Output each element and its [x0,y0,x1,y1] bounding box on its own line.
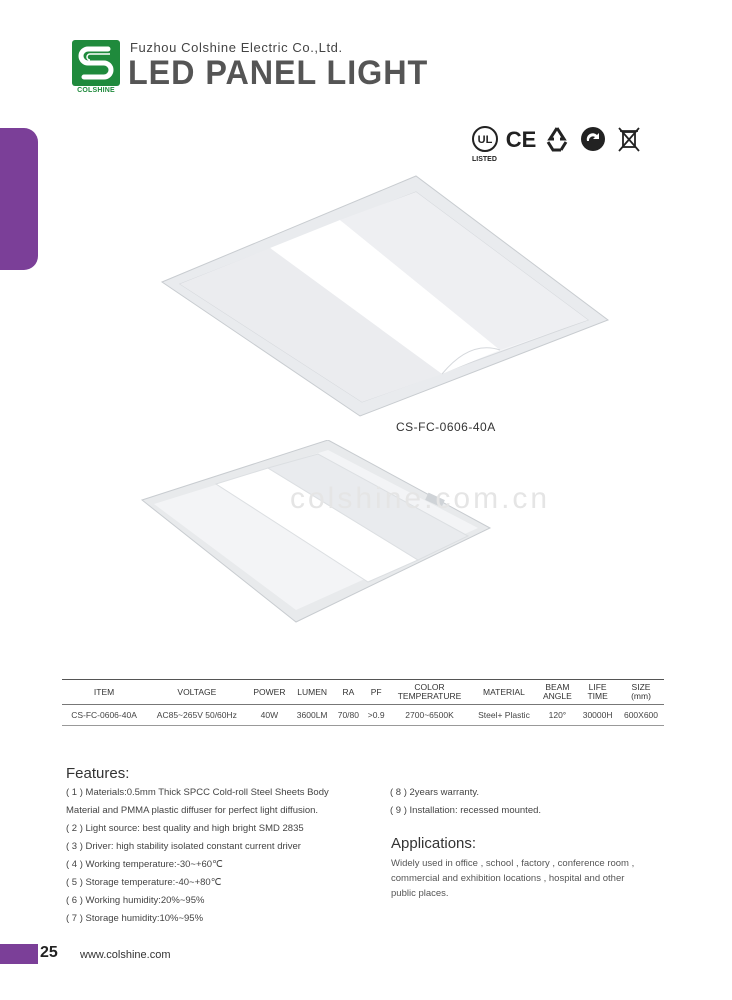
applications-title: Applications: [391,835,477,852]
website-link[interactable]: www.colshine.com [80,949,171,961]
spec-table-header [62,680,664,705]
feature-item: Material and PMMA plastic diffuser for perfect light diffusion. [66,805,319,816]
page-number: 25 [40,944,58,961]
side-tab-marker [0,128,38,270]
feature-item: ( 7 ) Storage humidity:10%~95% [66,913,204,924]
svg-text:CE: CE [506,127,536,152]
weee-bin-icon [614,124,644,154]
green-dot-icon [578,124,608,154]
cell-size: 600X600 [618,705,664,726]
features-title: Features: [66,765,130,782]
header-pf: PF [364,680,389,705]
cell-lumen: 3600LM [291,705,333,726]
ul-listed-label: LISTED [472,156,497,163]
header-lumen: LUMEN [291,680,333,705]
svg-text:UL: UL [477,134,493,146]
product-photo-angled [150,170,610,420]
cell-voltage: AC85~265V 50/60Hz [146,705,248,726]
cell-beam-angle: 120° [538,705,578,726]
feature-item: ( 2 ) Light source: best quality and high bright SMD 2835 [66,823,304,834]
feature-item: ( 5 ) Storage temperature:-40~+80℃ [66,877,222,888]
watermark-text: colshine.com.cn [290,482,551,515]
feature-item: ( 3 ) Driver: high stability isolated constant current driver [66,841,301,852]
header-ra: RA [333,680,364,705]
cell-item: CS-FC-0606-40A [62,705,146,726]
header-beam-angle: BEAM ANGLE [538,680,578,705]
certification-icons [470,124,644,154]
ul-listed-icon [470,124,500,154]
recycle-icon [542,124,572,154]
cell-power: 40W [248,705,292,726]
feature-item: ( 6 ) Working humidity:20%~95% [66,895,205,906]
company-logo [72,40,120,96]
spec-table [62,679,664,726]
cell-life-time: 30000H [577,705,618,726]
header-color-temperature: COLOR TEMPERATURE [389,680,471,705]
table-row [62,705,664,726]
product-model-caption: CS-FC-0606-40A [396,420,496,434]
header-power: POWER [248,680,292,705]
company-name: Fuzhou Colshine Electric Co.,Ltd. [130,40,343,55]
features-list-continued [390,784,690,820]
product-photo-flat [138,440,498,624]
header-voltage: VOLTAGE [146,680,248,705]
header-life-time: LIFE TIME [577,680,618,705]
cell-material: Steel+ Plastic [470,705,537,726]
page-title: LED PANEL LIGHT [128,54,429,92]
feature-item: ( 8 ) 2years warranty. [390,787,480,798]
cell-color-temperature: 2700~6500K [389,705,471,726]
header-item: ITEM [62,680,146,705]
cell-ra: 70/80 [333,705,364,726]
features-list [66,784,366,928]
feature-item: ( 9 ) Installation: recessed mounted. [390,805,542,816]
logo-text: COLSHINE [77,87,115,94]
header-material: MATERIAL [470,680,537,705]
feature-item: ( 1 ) Materials:0.5mm Thick SPCC Cold-roll Steel Sheets Body [66,787,329,798]
header-size: SIZE (mm) [618,680,664,705]
footer-accent-bar [0,944,38,964]
applications-text: Widely used in office , school , factory , conference room , commercial and exhibition locations , hospital and other public places. [391,858,635,899]
ce-icon [506,124,536,154]
feature-item: ( 4 ) Working temperature:-30~+60℃ [66,859,223,870]
logo-mark [72,40,120,86]
cell-pf: >0.9 [364,705,389,726]
